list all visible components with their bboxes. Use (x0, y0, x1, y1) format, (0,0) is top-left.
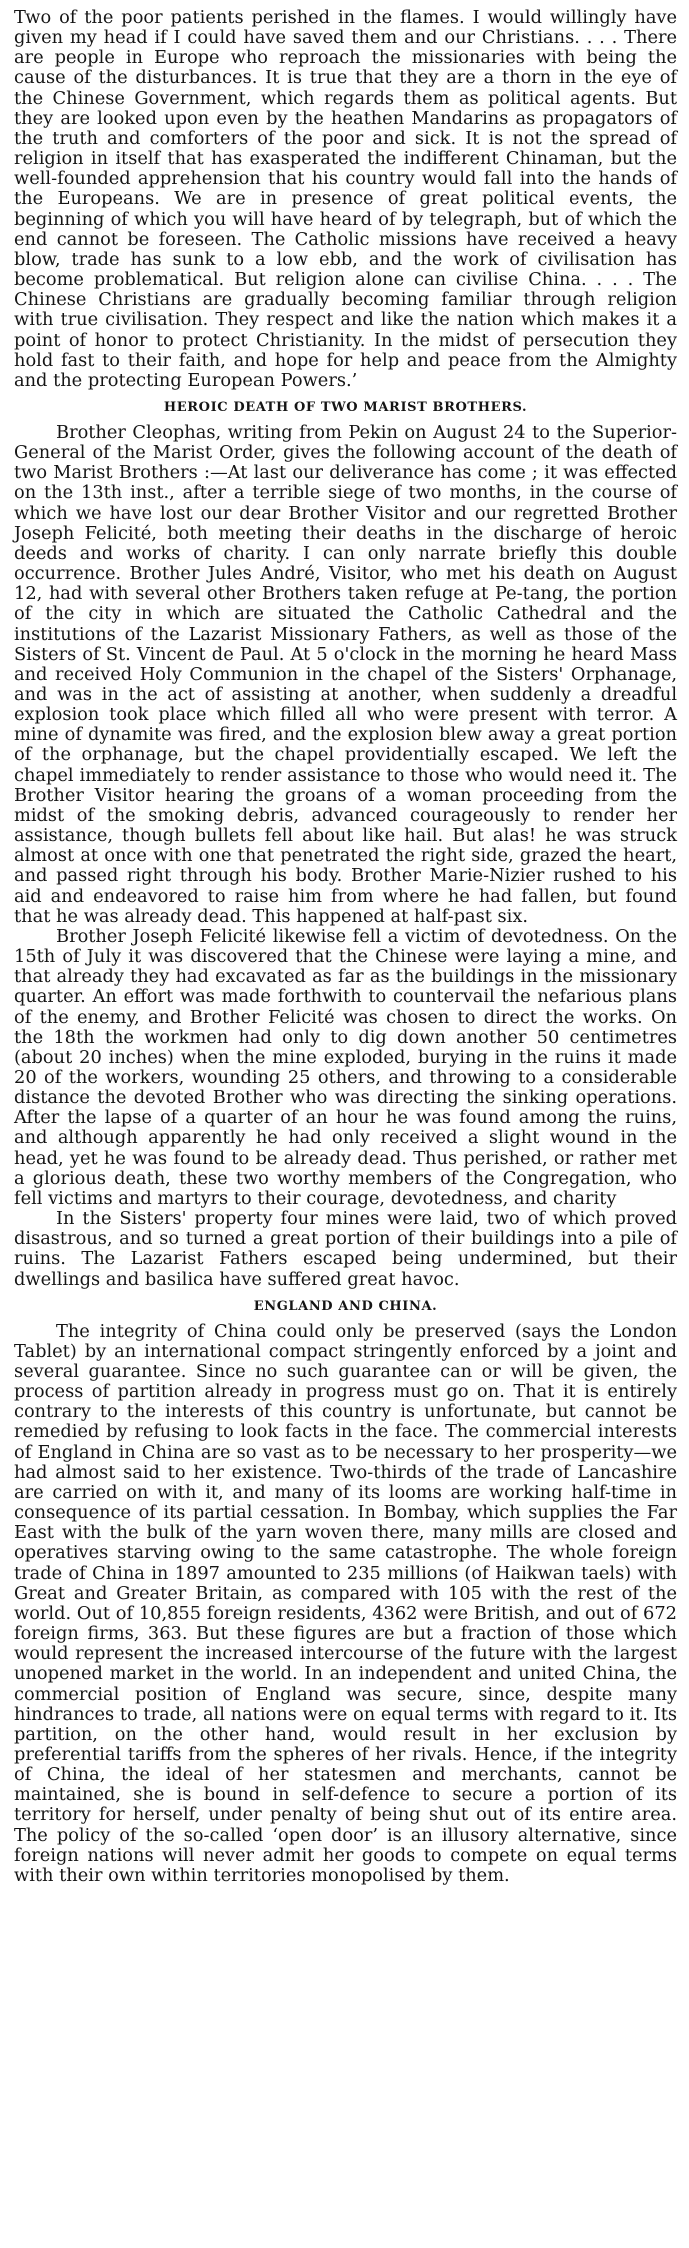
intro-paragraph: Two of the poor patients perished in the flames. I would willingly have given my head if I could have saved them and our Christians. . . . There are people in Europe who reproach the missionaries with being the cause of the disturbances. It is true that they are a thorn in the eye of the Chinese Government, which regards them as political agents. But they are looked upon even by the heathen Mandarins as propagators of the truth and comforters of the poor and sick. It is not the spread of religion in itself that has exasperated the indifferent Chinaman, but the well-founded apprehension that his country would fall into the hands of the Europeans. We are in presence of great political events, the beginning of which you will have heard of by telegraph, but of which the end cannot be foreseen. The Catholic missions have received a heavy blow, trade has sunk to a low ebb, and the work of civilisation has become problematical. But religion alone can civilise China. . . . The Chinese Christians are gradually becoming familiar through religion with true civilisation. They respect and like the nation which makes it a point of honor to protect Christianity. In the midst of persecution they hold fast to their faith, and hope for help and peace from the Almighty and the protecting European Powers.’ (14, 7, 677, 391)
marist-paragraph-1: Brother Cleophas, writing from Pekin on August 24 to the Superior-General of the Marist Order, gives the following account of the death of two Marist Brothers :—At last our deliverance has come ; it was effected on the 13th inst., after a terrible siege of two months, in the course of which we have lost our dear Brother Visitor and our regretted Brother Joseph Felicité, both meeting their deaths in the discharge of heroic deeds and works of charity. I can only narrate briefly this double occurrence. Brother Jules André, Visitor, who met his death on August 12, had with several other Brothers taken refuge at Pe-tang, the portion of the city in which are situated the Catholic Cathedral and the institutions of the Lazarist Missionary Fathers, as well as those of the Sisters of St. Vincent de Paul. At 5 o'clock in the morning he heard Mass and received Holy Communion in the chapel of the Sisters' Orphanage, and was in the act of assisting at another, when suddenly a dreadful explosion took place which filled all who were present with terror. A mine of dynamite was fired, and the explosion blew away a great portion of the orphanage, but the chapel providentially escaped. We left the chapel immediately to render assistance to those who would need it. The Brother Visitor hearing the groans of a woman proceeding from the midst of the smoking debris, advanced courageously to render her assistance, though bullets fell about like hail. But alas! he was struck almost at once with one that penetrated the right side, grazed the heart, and passed right through his body. Brother Marie-Nizier rushed to his aid and endeavored to raise him from where he had fallen, but found that he was already dead. This happened at half-past six. (14, 421, 677, 927)
marist-paragraph-3: In the Sisters' property four mines were laid, two of which proved disastrous, and so turned a great portion of their buildings into a pile of ruins. The Lazarist Fathers escaped being undermined, but their dwellings and basilica have suffered great havoc. (14, 1208, 677, 1290)
section-heading-england-china: ENGLAND AND CHINA. (253, 1298, 438, 1314)
section-heading-marist-brothers: HEROIC DEATH OF TWO MARIST BROTHERS. (163, 399, 528, 415)
england-china-paragraph: The integrity of China could only be preserved (says the London Tablet) by an international compact stringently enforced by a joint and several guarantee. Since no such guarantee can or will be given, the process of partition already in progress must go on. That it is entirely contrary to the interests of this country is unfortunate, but cannot be remedied by refusing to look facts in the face. The commercial interests of England in China are so vast as to be necessary to her prosperity—we had almost said to her existence. Two-thirds of the trade of Lancashire are carried on with it, and many of its looms are working half-time in consequence of its partial cessation. In Bombay, which supplies the Far East with the bulk of the yarn woven there, many mills are closed and operatives starving owing to the same catastrophe. The whole foreign trade of China in 1897 amounted to 235 millions (of Haikwan taels) with Great and Greater Britain, as compared with 105 with the rest of the world. Out of 10,855 foreign residents, 4362 were British, and out of 672 foreign firms, 363. But these figures are but a fraction of those which would represent the increased intercourse of the future with the largest unopened market in the world. In an independent and united China, the commercial position of England was secure, since, despite many hindrances to trade, all nations were on equal terms with regard to it. Its partition, on the other hand, would result in her exclusion by preferential tariffs from the spheres of her rivals. Hence, if the integrity of China, the ideal of her statesmen and merchants, cannot be maintained, she is bound in self-defence to secure a portion of its territory for herself, under penalty of being shut out of its entire area. The policy of the so-called ‘open door’ is an illusory alternative, since foreign nations will never admit her goods to compete on equal terms with their own within territories monopolised by them. (14, 1320, 677, 1886)
marist-paragraph-2: Brother Joseph Felicité likewise fell a victim of devotedness. On the 15th of July it was discovered that the Chinese were laying a mine, and that already they had excavated as far as the buildings in the missionary quarter. An effort was made forthwith to countervail the nefarious plans of the enemy, and Brother Felicité was chosen to direct the works. On the 18th the workmen had only to dig down another 50 centimetres (about 20 inches) when the mine exploded, burying in the ruins it made 20 of the workers, wounding 25 others, and throwing to a considerable distance the devoted Brother who was directing the sinking operations. After the lapse of a quarter of an hour he was found among the ruins, and although apparently he had only received a slight wound in the head, yet he was found to be already dead. Thus perished, or rather met a glorious death, these two worthy members of the Congregation, who fell victims and martyrs to their courage, devotedness, and charity (14, 925, 677, 1209)
